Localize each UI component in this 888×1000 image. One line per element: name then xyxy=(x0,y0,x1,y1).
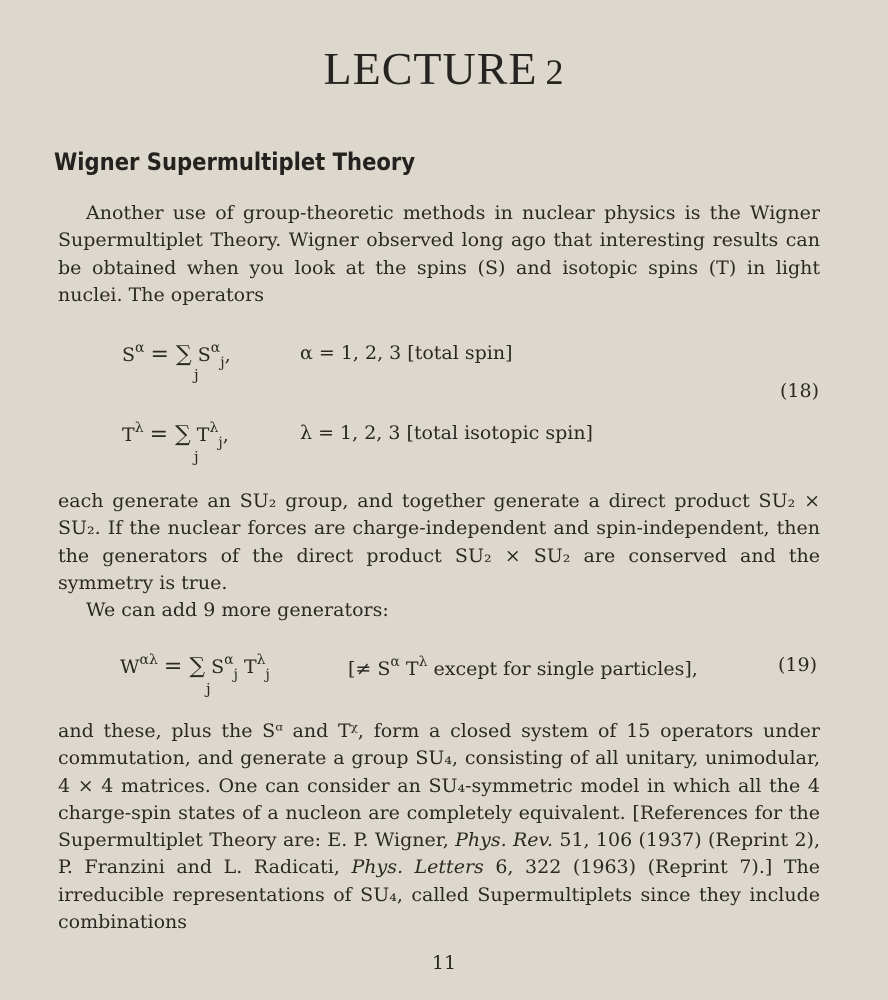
eq19-t-subscript: j xyxy=(265,667,270,683)
lecture-label: LECTURE xyxy=(323,43,538,94)
eq18-s-superscript: α xyxy=(135,340,145,356)
journal-phys-letters: Phys. Letters xyxy=(351,856,484,879)
eq18-condition-2: λ = 1, 2, 3 [total isotopic spin] xyxy=(300,422,593,444)
lecture-number: 2 xyxy=(545,52,565,92)
eq18-sj-subscript: j xyxy=(220,355,225,371)
eq18-s-symbol: S xyxy=(122,344,136,366)
eq18-sj-superscript: α xyxy=(210,340,221,356)
eq18-tj-symbol: T xyxy=(196,424,210,446)
eq19-s-superscript: α xyxy=(224,652,234,668)
eq19-s-subscript: j xyxy=(233,667,238,683)
eq19-t-symbol: T xyxy=(243,656,257,678)
eq18-sj-symbol: S xyxy=(197,344,211,366)
lecture-heading xyxy=(0,42,888,95)
eq19-cond-rest: except for single particles], xyxy=(427,658,698,680)
paragraph-generators xyxy=(58,488,820,624)
eq18-sum-index-2: j xyxy=(194,448,199,466)
eq19-t-superscript: λ xyxy=(256,652,266,668)
section-title: Wigner Supermultiplet Theory xyxy=(54,148,416,176)
su4-text-c: 6, 322 (1963) (Reprint 7).] The irreducible representations of SU₄, called Supermultiplets since they include combinations xyxy=(58,856,821,934)
eq18-tj-subscript: j xyxy=(218,435,223,451)
su4-text-a: and these, plus the Sᵅ and Tᵡ, form a closed system of 15 operators under commutation, and generate a group SU₄, consisting of all unitary, unimodular, 4 × 4 matrices. One can consider an SU₄-symmetric model in which all the 4 charge-spin states of a nucleon are completely equivalent. [References for the Supermultiplet Theory are: E. P. Wigner, xyxy=(58,720,820,852)
eq19-cond-sup-alpha: α xyxy=(390,654,400,670)
paragraph-add-generators: We can add 9 more generators: xyxy=(86,599,389,622)
eq19-condition xyxy=(348,654,698,680)
eq18-tj-superscript: λ xyxy=(209,420,219,436)
eq19-cond-t: T xyxy=(399,658,419,680)
paragraph-intro-text: Another use of group-theoretic methods in nuclear physics is the Wigner Supermultiplet Theory. Wigner observed long ago that interesting results can be obtained when you look at the spins (S) and isotopic spins (T) in light nuclei. The operators xyxy=(58,202,820,306)
equation-18-line-1: $S^\alpha$ = ∑ $S^\alpha_j$, xyxy=(122,340,231,371)
su4-text-b: 51, 106 (1937) (Reprint 2), P. Franzini and L. Radicati, xyxy=(58,829,820,879)
eq19-cond-sup-lambda: λ xyxy=(418,654,428,670)
eq19-sum: = ∑ xyxy=(163,654,206,679)
equation-number-19: (19) xyxy=(778,654,818,676)
eq19-s-symbol: S xyxy=(211,656,225,678)
paragraph-intro xyxy=(58,200,820,309)
paragraph-su4 xyxy=(58,718,820,936)
eq18-condition-1: α = 1, 2, 3 [total spin] xyxy=(300,342,513,364)
equation-number-18: (18) xyxy=(780,380,820,402)
equation-19 xyxy=(120,652,270,683)
eq19-cond-open: [≠ S xyxy=(348,658,391,680)
journal-phys-rev: Phys. Rev. xyxy=(455,829,554,852)
eq18-sum-index-1: j xyxy=(194,366,199,384)
eq18-sum-1: = ∑ xyxy=(150,342,192,367)
page-number: 11 xyxy=(431,952,457,974)
equation-18-line-2: $T^\lambda$ = ∑ $T^\lambda_j$, xyxy=(122,420,229,451)
eq18-sum-2: = ∑ xyxy=(149,422,191,447)
eq19-w-superscript: αλ xyxy=(139,652,158,668)
paragraph-su4-text xyxy=(58,718,820,936)
eq19-w-symbol: W xyxy=(120,656,140,678)
paragraph-generators-text: each generate an SU₂ group, and together generate a direct product SU₂ × SU₂. If the nuclear forces are charge-independent and spin-independent, then the generators of the direct product SU₂ × SU₂ are conserved and the symmetry is true. xyxy=(58,490,820,594)
eq18-t-superscript: λ xyxy=(134,420,144,436)
eq19-sum-index: j xyxy=(206,680,211,698)
eq18-t-symbol: T xyxy=(122,424,135,446)
